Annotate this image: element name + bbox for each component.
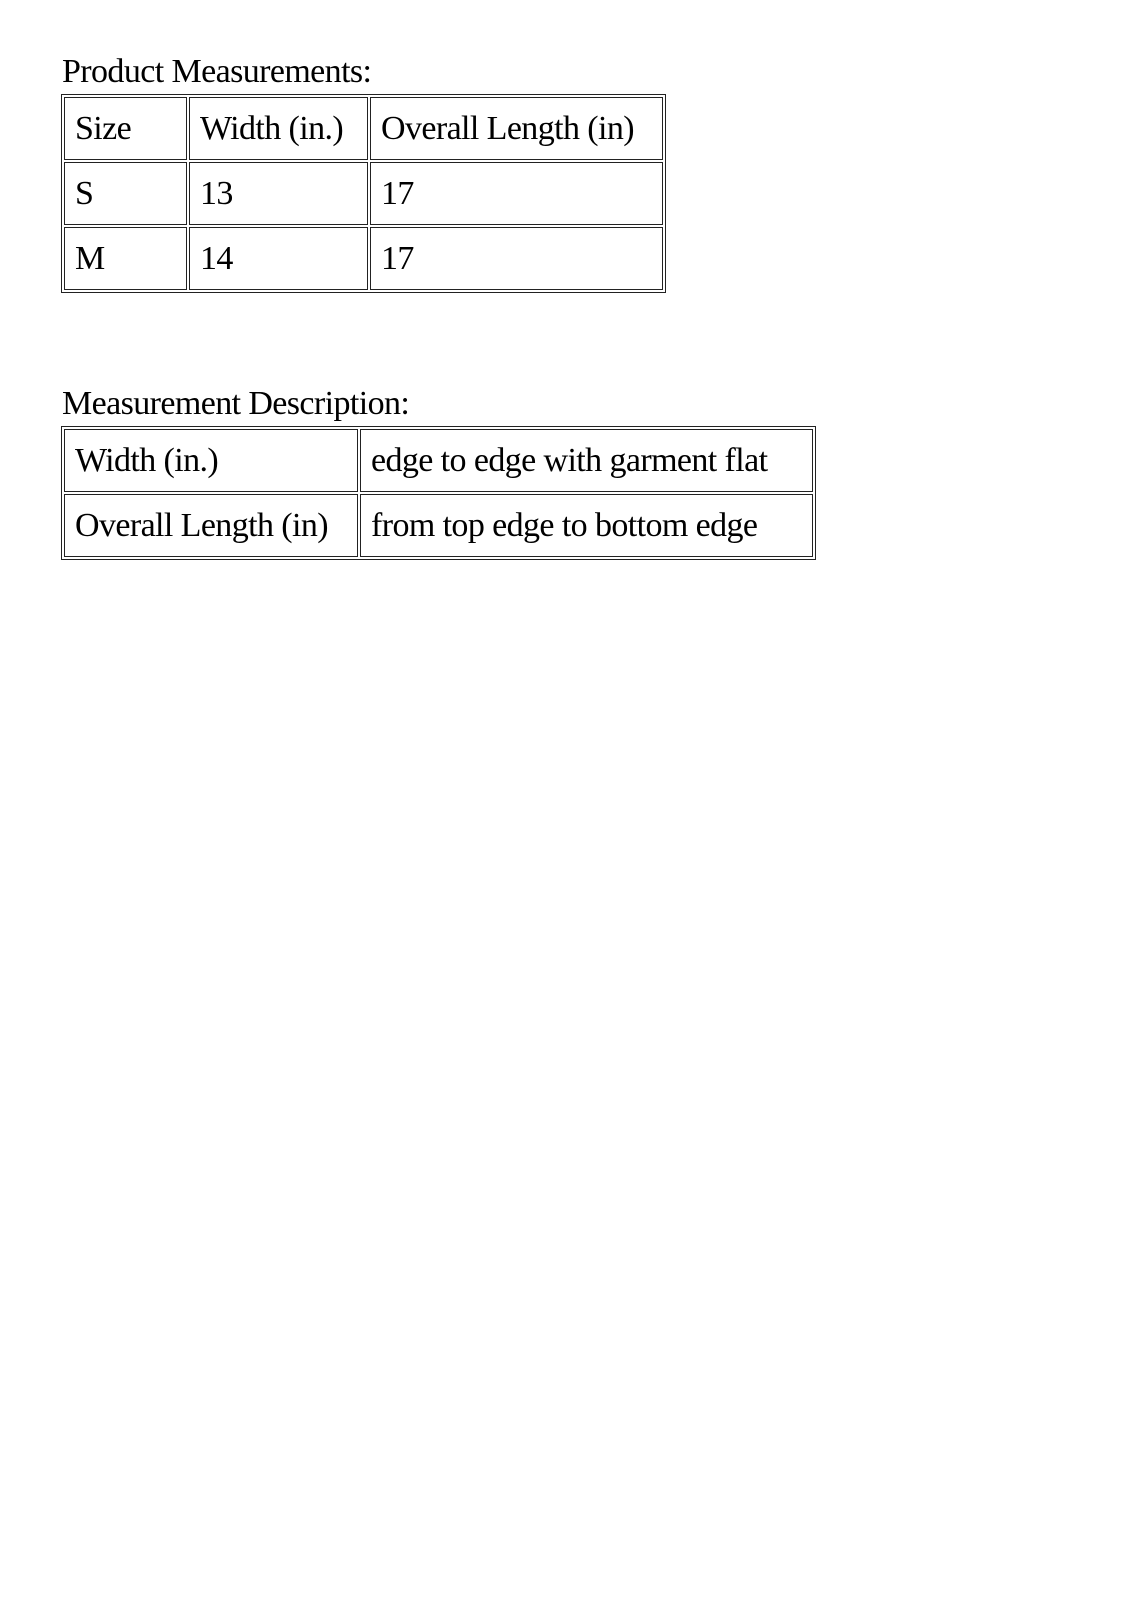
measurement-description-table xyxy=(61,426,816,560)
cell-measurement-description: from top edge to bottom edge xyxy=(360,494,813,557)
header-overall-length: Overall Length (in) xyxy=(370,97,663,160)
cell-overall-length: 17 xyxy=(370,162,663,225)
table-row xyxy=(64,429,813,492)
header-size: Size xyxy=(64,97,187,160)
table-row xyxy=(64,227,663,290)
cell-measurement-description: edge to edge with garment flat xyxy=(360,429,813,492)
cell-measurement-name: Width (in.) xyxy=(64,429,358,492)
product-measurements-section xyxy=(62,52,666,293)
header-width: Width (in.) xyxy=(189,97,368,160)
table-row xyxy=(64,494,813,557)
measurement-description-title: Measurement Description: xyxy=(62,385,410,422)
table-header-row xyxy=(64,97,663,160)
cell-width: 13 xyxy=(189,162,368,225)
cell-size: M xyxy=(64,227,187,290)
cell-size: S xyxy=(64,162,187,225)
cell-overall-length: 17 xyxy=(370,227,663,290)
product-measurements-table xyxy=(61,94,666,293)
product-measurements-title: Product Measurements: xyxy=(62,53,372,90)
cell-width: 14 xyxy=(189,227,368,290)
table-row xyxy=(64,162,663,225)
measurement-description-section xyxy=(62,384,816,560)
cell-measurement-name: Overall Length (in) xyxy=(64,494,358,557)
